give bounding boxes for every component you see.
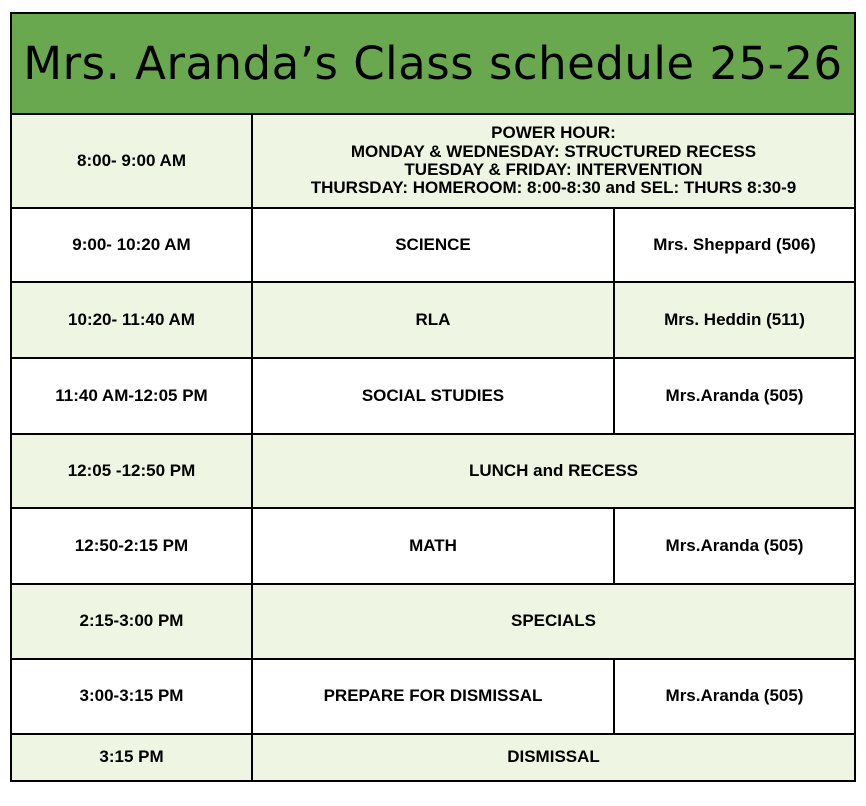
time-cell: 2:15-3:00 PM [12, 584, 252, 659]
table-row [12, 358, 854, 434]
table-row [12, 734, 854, 780]
time-cell: 3:15 PM [12, 734, 252, 780]
subject-cell: DISMISSAL [252, 734, 854, 780]
power-hour-line: POWER HOUR: [491, 123, 616, 143]
table-row [12, 282, 854, 358]
power-hour-line: THURSDAY: HOMEROOM: 8:00-8:30 and SEL: THURS 8:30-9 [310, 178, 797, 198]
time-cell: 10:20- 11:40 AM [12, 282, 252, 358]
teacher-cell: Mrs.Aranda (505) [614, 659, 854, 734]
teacher-cell: Mrs.Aranda (505) [614, 358, 854, 434]
table-row [12, 208, 854, 282]
schedule-sheet [10, 12, 856, 782]
schedule-table [12, 115, 854, 780]
table-row [12, 508, 854, 584]
subject-cell: RLA [252, 282, 614, 358]
time-cell: 3:00-3:15 PM [12, 659, 252, 734]
time-cell: 11:40 AM-12:05 PM [12, 358, 252, 434]
title-bar [12, 14, 854, 115]
time-cell: 12:50-2:15 PM [12, 508, 252, 584]
time-cell: 9:00- 10:20 AM [12, 208, 252, 282]
table-row [12, 584, 854, 659]
time-cell: 12:05 -12:50 PM [12, 434, 252, 508]
subject-cell: SCIENCE [252, 208, 614, 282]
table-row-power-hour [12, 115, 854, 208]
power-hour-line: MONDAY & WEDNESDAY: STRUCTURED RECESS [350, 141, 757, 161]
time-cell: 8:00- 9:00 AM [12, 115, 252, 208]
power-hour-line: TUESDAY & FRIDAY: INTERVENTION [404, 160, 703, 179]
subject-cell: PREPARE FOR DISMISSAL [252, 659, 614, 734]
subject-cell: LUNCH and RECESS [252, 434, 854, 508]
table-row [12, 659, 854, 734]
teacher-cell: Mrs. Heddin (511) [614, 282, 854, 358]
page-title: Mrs. Aranda’s Class schedule 25-26 [23, 37, 843, 90]
subject-cell: SOCIAL STUDIES [252, 358, 614, 434]
teacher-cell: Mrs. Sheppard (506) [614, 208, 854, 282]
teacher-cell: Mrs.Aranda (505) [614, 508, 854, 584]
subject-cell: MATH [252, 508, 614, 584]
table-row [12, 434, 854, 508]
power-hour-cell [252, 115, 854, 208]
subject-cell: SPECIALS [252, 584, 854, 659]
